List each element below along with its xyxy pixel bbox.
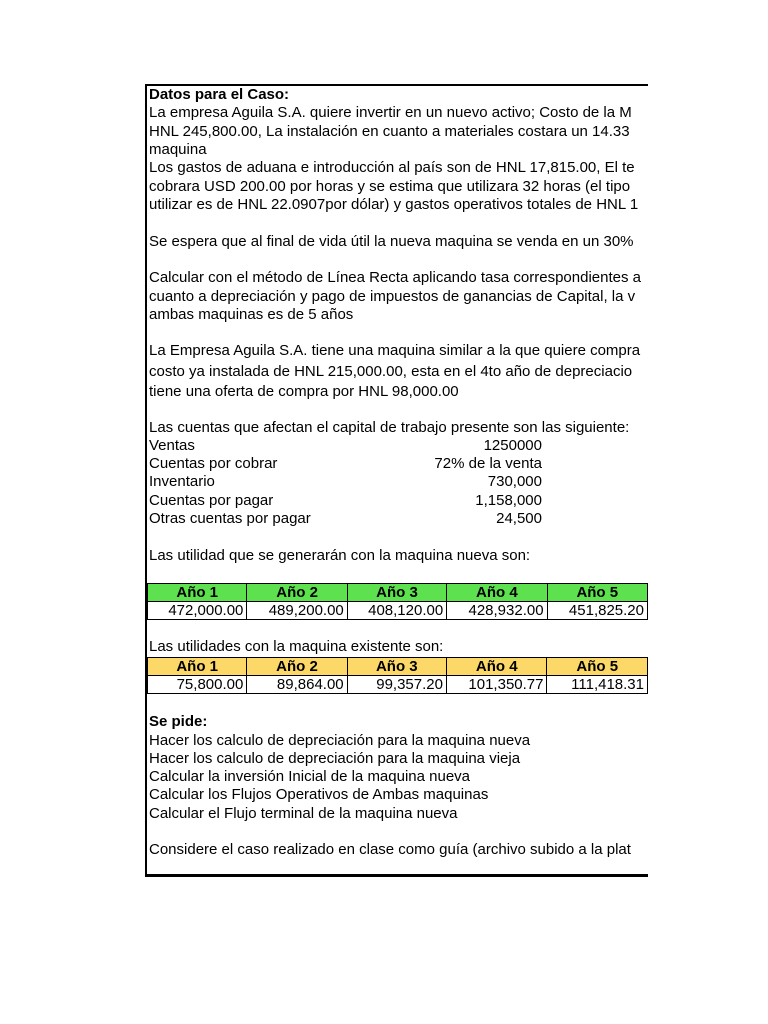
case-text-line: Calcular con el método de Línea Recta aplicando tasa correspondientes a <box>149 269 641 286</box>
case-text-line: Se espera que al final de vida útil la nueva maquina se venda en un 30% <box>149 233 634 250</box>
year-value: 75,800.00 <box>148 676 247 694</box>
year-header: Año 1 <box>148 584 247 602</box>
spreadsheet-area <box>145 84 648 877</box>
case-text-line: La empresa Aguila S.A. quiere invertir en un nuevo activo; Costo de la M <box>149 104 632 121</box>
task-item: Hacer los calculo de depreciación para la maquina nueva <box>149 732 531 749</box>
wc-label: Cuentas por cobrar <box>149 455 278 472</box>
table-header-row <box>148 658 648 676</box>
year-value: 489,200.00 <box>247 602 347 620</box>
case-text-line: maquina <box>149 141 207 158</box>
year-value: 472,000.00 <box>148 602 247 620</box>
table-row <box>148 602 648 620</box>
case-text-line: cobrara USD 200.00 por horas y se estima que utilizara 32 horas (el tipo <box>149 178 631 195</box>
year-header: Año 5 <box>547 584 647 602</box>
task-item: Calcular la inversión Inicial de la maquina nueva <box>149 768 471 785</box>
old-machine-table <box>147 657 648 694</box>
wc-value: 730,000 <box>487 473 542 490</box>
year-header: Año 3 <box>347 584 446 602</box>
task-item: Hacer los calculo de depreciación para la maquina vieja <box>149 750 521 767</box>
table-header-row <box>148 584 648 602</box>
task-item: Calcular los Flujos Operativos de Ambas maquinas <box>149 786 489 803</box>
task-item: Calcular el Flujo terminal de la maquina nueva <box>149 805 458 822</box>
wc-value: 72% de la venta <box>434 455 542 472</box>
case-text-line: utilizar es de HNL 22.0907por dólar) y gastos operativos totales de HNL 1 <box>149 196 639 213</box>
wc-value: 1,158,000 <box>475 492 542 509</box>
year-header: Año 2 <box>247 658 347 676</box>
wc-label: Otras cuentas por pagar <box>149 510 311 527</box>
wc-value: 24,500 <box>496 510 542 527</box>
case-text-line: Los gastos de aduana e introducción al país son de HNL 17,815.00, El te <box>149 159 635 176</box>
year-value: 111,418.31 <box>547 676 648 694</box>
case-text-line: ambas maquinas es de 5 años <box>149 306 354 323</box>
year-value: 89,864.00 <box>247 676 347 694</box>
year-header: Año 1 <box>148 658 247 676</box>
year-value: 428,932.00 <box>447 602 547 620</box>
new-machine-intro: Las utilidad que se generarán con la maquina nueva son: <box>149 547 531 564</box>
year-value: 451,825.20 <box>547 602 647 620</box>
new-machine-table <box>147 583 648 620</box>
wc-label: Inventario <box>149 473 215 490</box>
case-heading: Datos para el Caso: <box>149 86 290 103</box>
guide-note: Considere el caso realizado en clase como guía (archivo subido a la plat <box>149 841 631 858</box>
working-capital-intro: Las cuentas que afectan el capital de trabajo presente son las siguiente: <box>149 419 630 436</box>
wc-label: Ventas <box>149 437 195 454</box>
wc-value: 1250000 <box>483 437 542 454</box>
wc-label: Cuentas por pagar <box>149 492 274 509</box>
year-header: Año 4 <box>446 658 547 676</box>
old-machine-intro: Las utilidades con la maquina existente son: <box>149 638 444 655</box>
tasks-heading: Se pide: <box>149 713 208 730</box>
year-header: Año 2 <box>247 584 347 602</box>
year-value: 408,120.00 <box>347 602 446 620</box>
year-value: 99,357.20 <box>347 676 446 694</box>
case-text-line: La Empresa Aguila S.A. tiene una maquina similar a la que quiere compra <box>149 342 641 359</box>
year-header: Año 5 <box>547 658 648 676</box>
table-row <box>148 676 648 694</box>
case-text-line: tiene una oferta de compra por HNL 98,000.00 <box>149 383 459 400</box>
case-text-line: HNL 245,800.00, La instalación en cuanto a materiales costara un 14.33 <box>149 123 630 140</box>
case-text-line: costo ya instalada de HNL 215,000.00, esta en el 4to año de depreciacio <box>149 363 633 380</box>
year-value: 101,350.77 <box>446 676 547 694</box>
case-text-line: cuanto a depreciación y pago de impuestos de ganancias de Capital, la v <box>149 288 636 305</box>
year-header: Año 4 <box>447 584 547 602</box>
year-header: Año 3 <box>347 658 446 676</box>
